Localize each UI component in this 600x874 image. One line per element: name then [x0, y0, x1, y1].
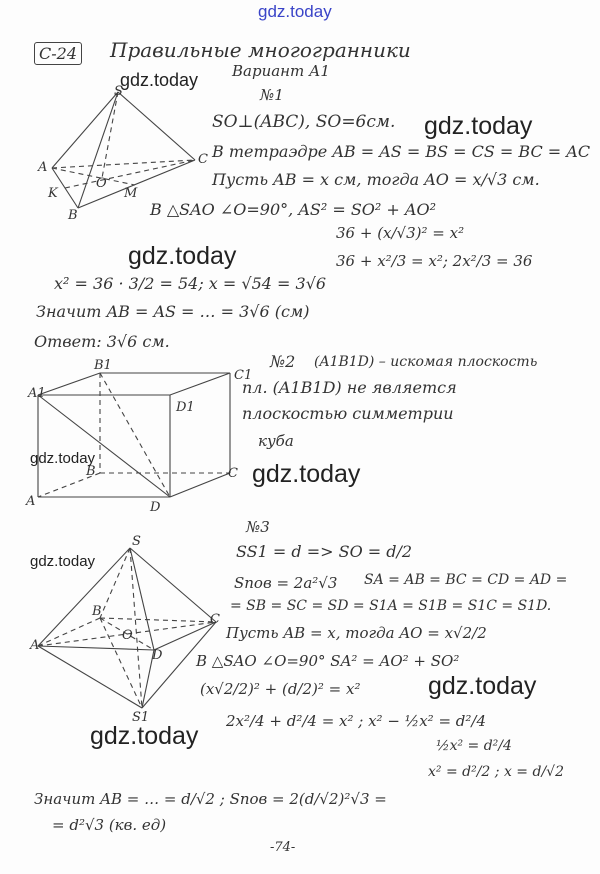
- watermark: gdz.today: [90, 722, 199, 750]
- task3-line: = SB = SC = SD = S1A = S1B = S1C = S1D.: [230, 598, 552, 614]
- vertex-label: S: [132, 534, 141, 549]
- task3-line: Sпов = 2a²√3: [234, 574, 338, 592]
- task3-number: №3: [246, 518, 270, 536]
- task1-answer: Ответ: 3√6 см.: [34, 332, 170, 351]
- watermark: gdz.today: [30, 553, 96, 570]
- task3-line: В △SAO ∠O=90° SA² = AO² + SO²: [196, 652, 460, 670]
- vertex-label: C1: [234, 368, 253, 383]
- vertex-label: S1: [132, 710, 150, 725]
- task1-line: Пусть AB = x см, тогда AO = x/√3 см.: [212, 170, 540, 189]
- work-code-box: С-24: [34, 42, 82, 65]
- vertex-label: A: [38, 160, 48, 175]
- task1-line: x² = 36 · 3/2 = 54; x = √54 = 3√6: [54, 274, 327, 293]
- watermark: gdz.today: [258, 2, 332, 21]
- task1-line: 36 + x²/3 = x²; 2x²/3 = 36: [336, 252, 533, 270]
- vertex-label: D: [150, 500, 161, 515]
- vertex-label: A1: [28, 386, 46, 401]
- vertex-label: A: [30, 638, 40, 653]
- vertex-label: M: [124, 186, 138, 201]
- vertex-label: C: [210, 612, 220, 627]
- task3-line: ½x² = d²/4: [436, 738, 512, 754]
- task2-line: пл. (A1B1D) не является: [242, 378, 457, 397]
- watermark: gdz.today: [428, 672, 537, 700]
- watermark: gdz.today: [120, 70, 199, 90]
- task3-line: SA = AB = BC = CD = AD =: [364, 572, 568, 588]
- task1-line: В тетраэдре AB = AS = BS = CS = BC = AC: [212, 142, 591, 161]
- vertex-label: B: [68, 208, 78, 223]
- task1-line: SO⊥(ABC), SO=6см.: [212, 112, 396, 132]
- task3-line: 2x²/4 + d²/4 = x² ; x² − ½x² = d²/4: [226, 712, 487, 730]
- variant-label: Вариант А1: [232, 62, 330, 80]
- task3-line: (x√2/2)² + (d/2)² = x²: [200, 680, 361, 698]
- task2-line: плоскостью симметрии: [242, 404, 454, 423]
- task3-line: = d²√3 (кв. ед): [52, 816, 167, 834]
- watermark: gdz.today: [252, 460, 361, 488]
- task1-line: В △SAO ∠O=90°, AS² = SO² + AO²: [150, 200, 436, 219]
- task3-line: Значит AB = … = d/√2 ; Sпов = 2(d/√2)²√3 =: [34, 790, 387, 808]
- vertex-label: O: [122, 628, 133, 643]
- vertex-label: S: [114, 84, 123, 99]
- task3-line: SS1 = d => SO = d/2: [236, 542, 413, 561]
- page-number: -74-: [270, 840, 296, 855]
- task2-line: куба: [258, 432, 294, 450]
- task2-number: №2: [270, 352, 296, 371]
- vertex-label: D: [152, 648, 163, 663]
- vertex-label: B: [92, 604, 102, 619]
- task2-line: (A1B1D) – искомая плоскость: [314, 354, 538, 370]
- task3-line: Пусть AB = x, тогда AO = x√2/2: [226, 624, 487, 642]
- watermark: gdz.today: [424, 112, 533, 140]
- watermark: gdz.today: [30, 450, 96, 467]
- task3-line: x² = d²/2 ; x = d/√2: [428, 764, 564, 780]
- vertex-label: B1: [94, 358, 112, 373]
- task1-line: Значит AB = AS = … = 3√6 (см): [36, 302, 310, 321]
- page-title: Правильные многогранники: [110, 38, 411, 62]
- vertex-label: K: [48, 186, 58, 201]
- vertex-label: C: [228, 466, 238, 481]
- task1-number: №1: [260, 86, 284, 104]
- vertex-label: D1: [176, 400, 195, 415]
- vertex-label: B: [86, 464, 96, 479]
- vertex-label: C: [198, 152, 208, 167]
- task1-line: 36 + (x/√3)² = x²: [336, 224, 465, 242]
- watermark: gdz.today: [128, 242, 237, 270]
- vertex-label: A: [26, 494, 36, 509]
- vertex-label: O: [96, 176, 107, 191]
- cube-figure: [30, 365, 230, 515]
